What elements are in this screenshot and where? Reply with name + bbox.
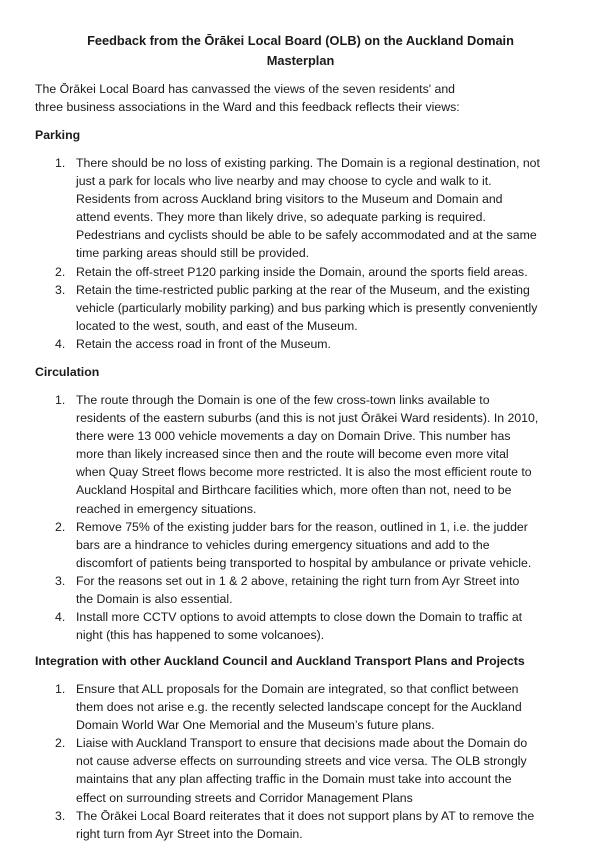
item-line: the Domain is also essential. [76, 592, 233, 607]
item-line: effect on surrounding streets and Corridor Management Plans [76, 790, 413, 805]
item-line: Auckland Hospital and Birthcare facilities which, more often than not, need to be [76, 483, 512, 498]
item-number: 3. [55, 573, 66, 588]
item-line: vehicle (particularly mobility parking) and bus parking which is presently conveniently [76, 300, 538, 315]
list-item [0, 680, 601, 734]
item-line: The Ōrākei Local Board reiterates that it does not support plans by AT to remove the [76, 808, 535, 823]
document-title [40, 31, 561, 71]
item-line: Ensure that ALL proposals for the Domain are integrated, so that conflict between [76, 682, 519, 696]
item-line: discomfort of patients being transported to hospital by ambulance or private vehicle. [76, 555, 532, 570]
intro-paragraph [35, 80, 580, 116]
item-line: The route through the Domain is one of the few cross-town links available to [76, 393, 490, 407]
item-number: 4. [55, 610, 66, 625]
item-number: 3. [55, 282, 66, 297]
item-line: more than likely increased since then and the route will become even more vital [76, 447, 509, 462]
list-item [0, 154, 601, 263]
section-heading-circulation: Circulation [35, 365, 100, 379]
item-number: 2. [55, 736, 66, 751]
list-item [0, 391, 601, 518]
item-line: Install more CCTV options to avoid attempts to close down the Domain to traffic at [76, 610, 523, 625]
list-item [0, 518, 601, 572]
item-line: Retain the access road in front of the Museum. [76, 336, 331, 351]
title-line: Feedback from the Ōrākei Local Board (OLB) on the Auckland Domain [87, 33, 514, 48]
section-heading-parking: Parking [35, 128, 81, 142]
item-line: just a park for locals who live nearby and may choose to cycle and walk to it. [76, 174, 492, 189]
item-line: time parking areas should still be provided. [76, 246, 310, 261]
item-line: Pedestrians and cyclists should be able to be safely accommodated and at the same [76, 228, 537, 243]
item-number: 4. [55, 336, 66, 351]
item-line: Domain World War One Memorial and the Museum’s future plans. [76, 718, 435, 733]
list-item [0, 263, 601, 281]
item-line: Liaise with Auckland Transport to ensure that decisions made about the Domain do [76, 736, 528, 751]
item-line: residents of the eastern suburbs (and this is not just Ōrākei Ward residents). In 2010, [76, 411, 539, 426]
parking-list [0, 154, 601, 353]
item-line: bars are a hindrance to vehicles during emergency situations and add to the [76, 537, 490, 552]
item-number: 1. [55, 682, 66, 696]
item-line: not cause adverse effects on surrounding streets and vice versa. The OLB strongly [76, 754, 527, 769]
title-line: Masterplan [266, 53, 335, 68]
intro-line: The Ōrākei Local Board has canvassed the views of the seven residents' and [35, 82, 455, 96]
item-line: Retain the off-street P120 parking inside the Domain, around the sports field areas. [76, 264, 528, 279]
item-line: Remove 75% of the existing judder bars for the reason, outlined in 1, i.e. the judder [76, 519, 528, 534]
item-line: For the reasons set out in 1 & 2 above, retaining the right turn from Ayr Street into [76, 573, 520, 588]
item-line: there were 13 000 vehicle movements a day on Domain Drive. This number has [76, 429, 511, 444]
item-line: Residents from across Auckland bring visitors to the Museum and Domain and [76, 192, 503, 207]
item-number: 2. [55, 264, 66, 279]
circulation-list [0, 391, 601, 644]
item-number: 3. [55, 808, 66, 823]
item-line: maintains that any plan affecting traffic in the Domain must take into account the [76, 772, 512, 787]
item-line: located to the west, south, and east of the Museum. [76, 318, 358, 333]
item-line: reached in emergency situations. [76, 501, 257, 516]
list-item [0, 572, 601, 608]
item-line: There should be no loss of existing parking. The Domain is a regional destination, not [76, 156, 540, 170]
item-line: Retain the time-restricted public parking at the rear of the Museum, and the existing [76, 282, 530, 297]
list-item [0, 335, 601, 353]
list-item [0, 281, 601, 335]
item-number: 2. [55, 519, 66, 534]
item-number: 1. [55, 393, 66, 407]
integration-list [0, 680, 601, 843]
section-heading-integration: Integration with other Auckland Council and Auckland Transport Plans and Projects [35, 654, 525, 668]
item-line: attend events. They more than likely drive, so adequate parking is required. [76, 210, 486, 225]
intro-line: three business associations in the Ward and this feedback reflects their views: [35, 100, 460, 115]
list-item [0, 608, 601, 644]
list-item [0, 734, 601, 806]
item-line: right turn from Ayr Street into the Domain. [76, 826, 303, 841]
list-item [0, 807, 601, 843]
item-line: when Quay Street flows become more restricted. It is also the most efficient route to [76, 465, 532, 480]
item-number: 1. [55, 156, 66, 170]
item-line: night (this has happened to some volcanoes). [76, 628, 325, 643]
item-line: them does not arise e.g. the recently selected landscape concept for the Auckland [76, 700, 522, 715]
